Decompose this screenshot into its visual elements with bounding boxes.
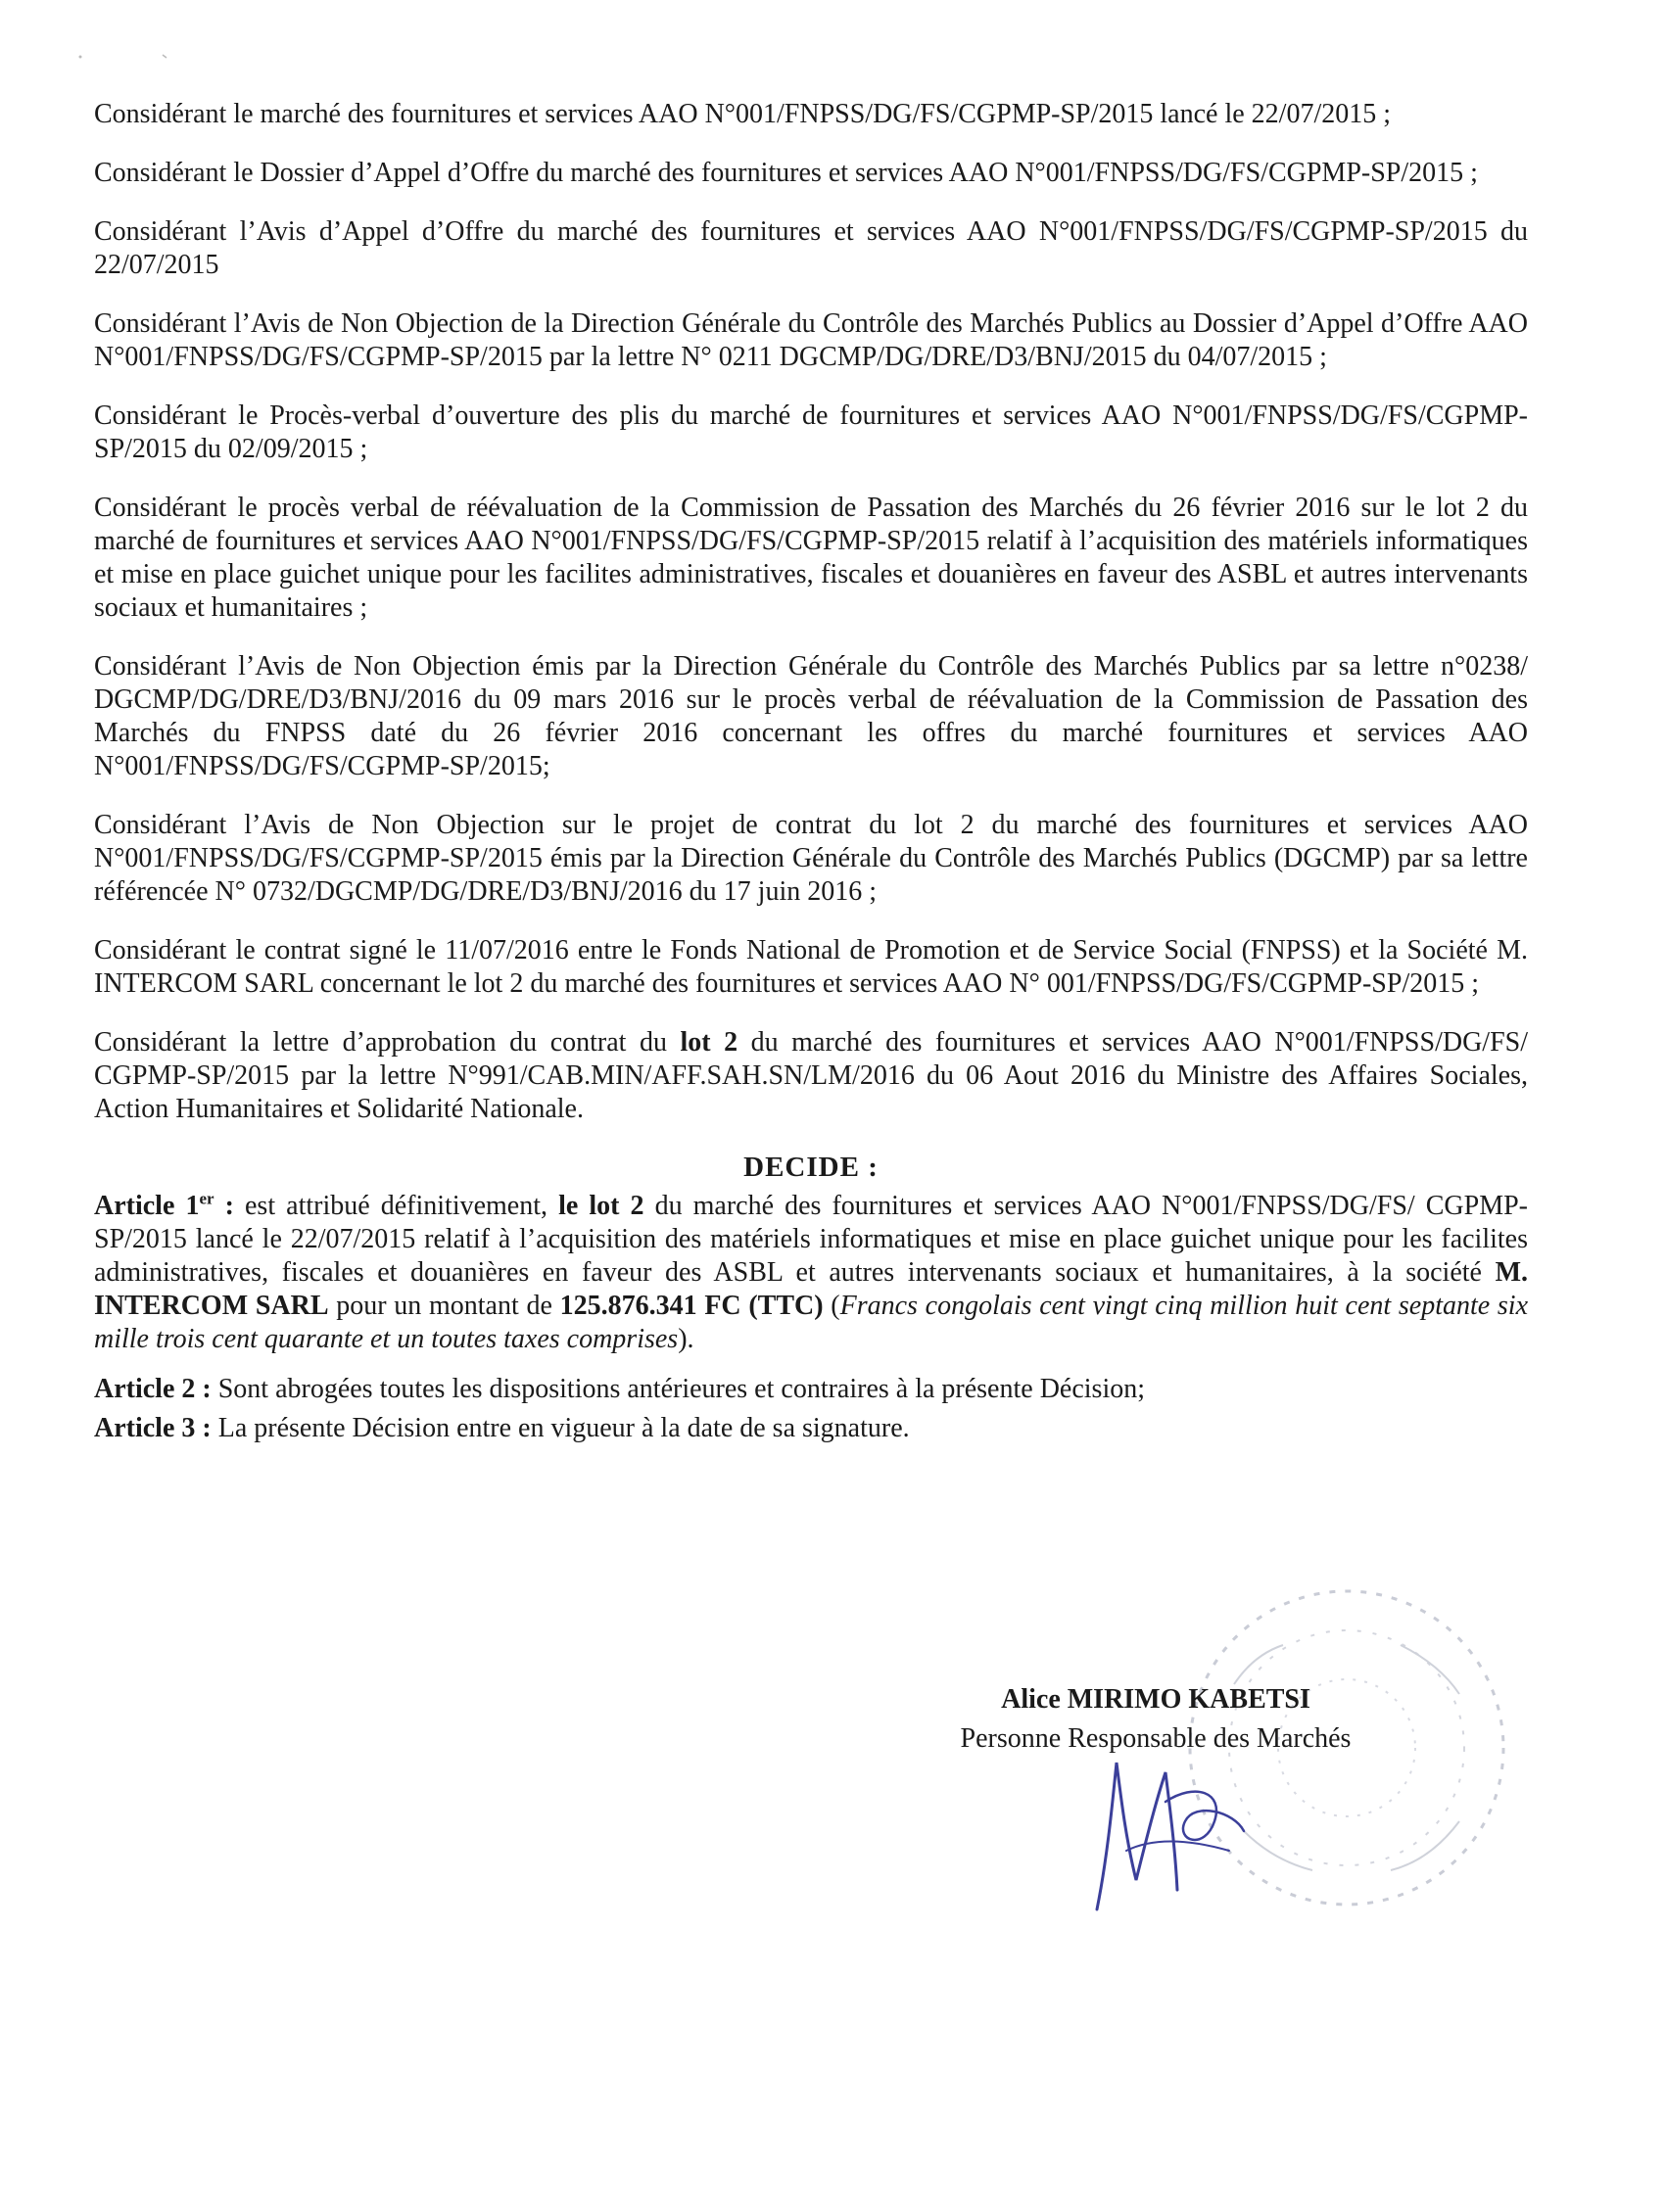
article-2-label: Article 2 : (94, 1374, 212, 1404)
signatory-name: Alice MIRIMO KABETSI (1001, 1684, 1310, 1715)
considerant-2: Considérant le Dossier d’Appel d’Offre du marché des fournitures et services AAO N°001/FNPSS/DG/FS/CGPMP-SP/2015 ; (94, 158, 1478, 188)
article-1-company: M. INTERCOM SARL (94, 1257, 1528, 1321)
article-3 (94, 1409, 1528, 1448)
article-1-text-e: ). (678, 1324, 694, 1354)
considerant-8: Considérant l’Avis de Non Objection sur le projet de contrat du lot 2 du marché des fournitures et services AAO N°001/FNPSS/DG/FS/CGPMP-SP/2015 émis par la Direction Générale du Contrôle des Marchés Publics (DGCMP) par sa lettre référencée N° 0732/DGCMP/DG/DRE/D3/BNJ/2016 du 17 juin 2016 ; (94, 810, 1528, 907)
considerant-10-text-a: Considérant la lettre d’approbation du contrat du (94, 1027, 681, 1058)
document-body (94, 98, 1528, 1448)
article-1 (94, 1190, 1528, 1356)
considerant-6: Considérant le procès verbal de réévaluation de la Commission de Passation des Marchés du 26 février 2016 sur le lot 2 du marché de fournitures et services AAO N°001/FNPSS/DG/FS/CGPMP-SP/2015 relatif à l’acquisition des matériels informatiques et mise en place guichet unique pour les facilites administratives, fiscales et douanières en faveur des ASBL et autres intervenants sociaux et humanitaires ; (94, 493, 1528, 623)
article-1-text-c: pour un montant de (328, 1291, 560, 1321)
considerant-7: Considérant l’Avis de Non Objection émis par la Direction Générale du Contrôle des Marchés Publics par sa lettre n°0238/ DGCMP/DG/DRE/D3/BNJ/2016 du 09 mars 2016 sur le procès verbal de réévaluation de la Commission de Passation des Marchés du FNPSS daté du 26 février 2016 concernant les offres du marché fournitures et services AAO N°001/FNPSS/DG/FS/CGPMP-SP/2015; (94, 651, 1528, 781)
article-1-label-text: Article 1 (94, 1191, 200, 1221)
considerant-10-text-b: du marché des fournitures et services AAO N°001/FNPSS/DG/FS/ CGPMP-SP/2015 par la lettre N°991/CAB.MIN/AFF.SAH.SN/LM/2016 du 06 Aout 2016 du Ministre des Affaires Sociales, Action Humanitaires et Solidarité Nationale. (94, 1027, 1528, 1124)
article-1-sup: er (199, 1189, 214, 1208)
article-1-colon: : (214, 1191, 234, 1221)
article-1-text-b: du marché des fournitures et services AAO N°001/FNPSS/DG/FS/ CGPMP-SP/2015 lancé le 22/07/2015 relatif à l’acquisition des matériels informatiques et mise en place guichet unique pour les facilites administratives, fiscales et douanières en faveur des ASBL et autres intervenants sociaux et humanitaires, à la société (94, 1191, 1529, 1288)
scan-mark (76, 41, 184, 71)
signatory-title: Personne Responsable des Marchés (960, 1723, 1352, 1754)
considerant-9: Considérant le contrat signé le 11/07/2016 entre le Fonds National de Promotion et de Service Social (FNPSS) et la Société M. INTERCOM SARL concernant le lot 2 du marché des fournitures et services AAO N° 001/FNPSS/DG/FS/CGPMP-SP/2015 ; (94, 935, 1528, 999)
article-2 (94, 1370, 1528, 1409)
considerant-3: Considérant l’Avis d’Appel d’Offre du marché des fournitures et services AAO N°001/FNPSS/DG/FS/CGPMP-SP/2015 du 22/07/2015 (94, 216, 1528, 280)
article-2-text: Sont abrogées toutes les dispositions antérieures et contraires à la présente Décision; (211, 1374, 1146, 1404)
article-1-amount: 125.876.341 FC (TTC) (559, 1291, 824, 1321)
handwritten-signature (1068, 1743, 1263, 1919)
article-3-text: La présente Décision entre en vigueur à la date de sa signature. (211, 1413, 910, 1443)
considerant-1: Considérant le marché des fournitures et services AAO N°001/FNPSS/DG/FS/CGPMP-SP/2015 lancé le 22/07/2015 ; (94, 99, 1392, 129)
article-3-label: Article 3 : (94, 1413, 212, 1443)
decide-heading: DECIDE : (743, 1152, 879, 1183)
article-1-amount-words: Francs congolais cent vingt cinq million huit cent septante six mille trois cent quarante et un toutes taxes comprises (94, 1291, 1529, 1354)
article-1-text-d: ( (823, 1291, 840, 1321)
considerant-4: Considérant l’Avis de Non Objection de la Direction Générale du Contrôle des Marchés Publics au Dossier d’Appel d’Offre AAO N°001/FNPSS/DG/FS/CGPMP-SP/2015 par la lettre N° 0211 DGCMP/DG/DRE/D3/BNJ/2015 du 04/07/2015 ; (94, 308, 1528, 372)
considerant-5: Considérant le Procès-verbal d’ouverture des plis du marché de fournitures et services AAO N°001/FNPSS/DG/FS/CGPMP-SP/2015 du 02/09/2015 ; (94, 400, 1528, 464)
article-1-text-a: est attribué définitivement, (233, 1191, 559, 1221)
article-1-label (94, 1191, 234, 1221)
considerant-10 (94, 1026, 1528, 1126)
considerant-10-lot: lot 2 (680, 1027, 738, 1058)
article-1-lot: le lot 2 (558, 1191, 644, 1221)
